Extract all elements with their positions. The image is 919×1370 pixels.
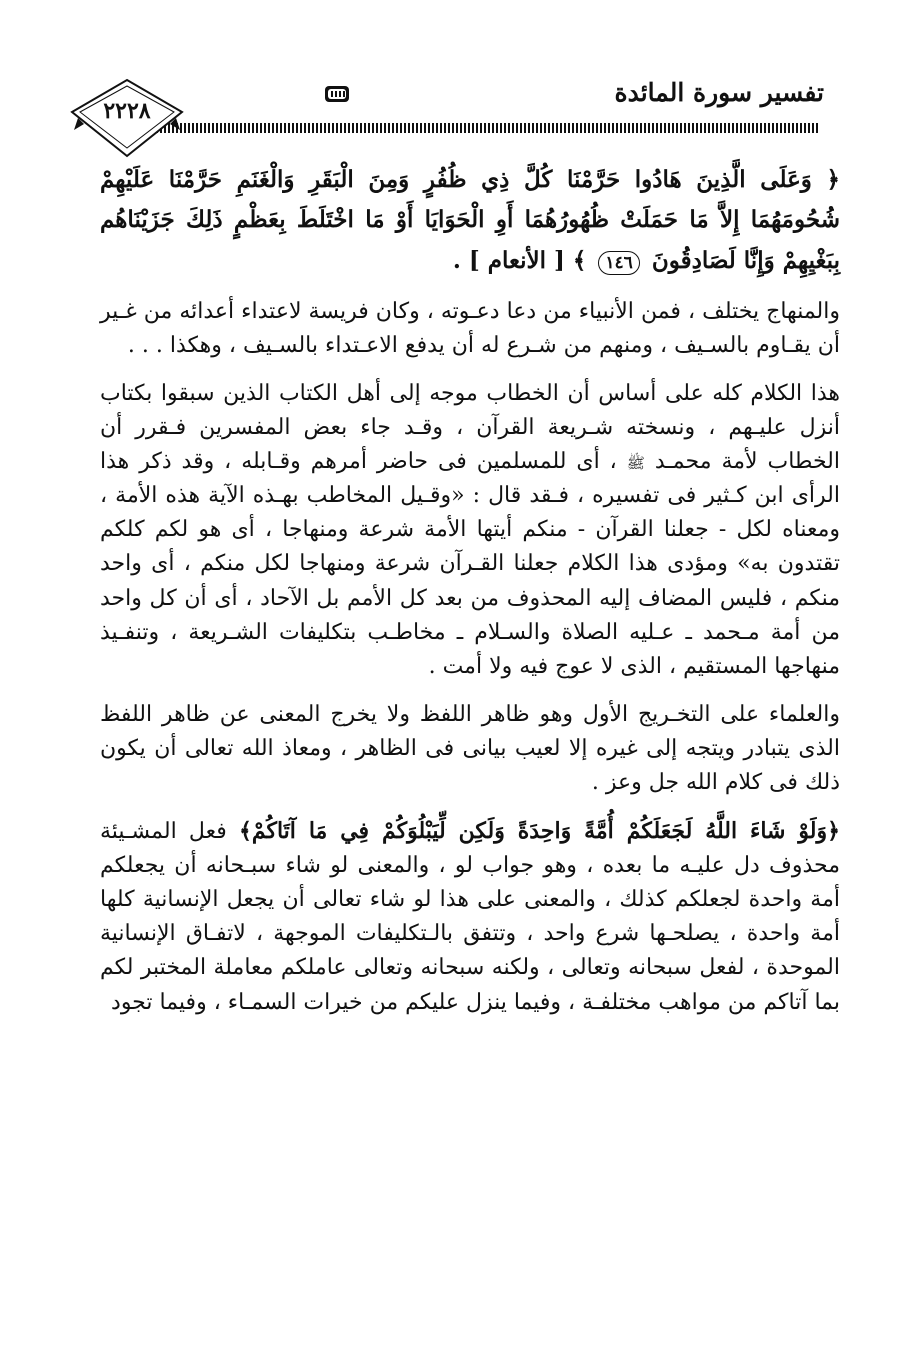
page-body [100,160,840,1034]
paragraph-2 [100,377,840,684]
ornament-icon [322,82,352,106]
ayah-number-marker: ١٤٦ [598,251,639,275]
paragraph-4 [100,814,840,1020]
page-number: ٢٢٢٨ [103,98,151,124]
verse-close-bracket: ﴾ [572,246,587,274]
paragraph-4-text: فعل المشـيئة محذوف دل عليـه ما بعده ، وهو جواب لو ، والمعنى لو شاء سبـحانه أن يجعلكم أمة واحدة لجعلكم كذلك ، والمعنى على هذا لو شاء تعالى أن يجعل الإنسانية كلها أمة واحدة ، يصلحـها شرع واحد ، وتتفق بالـتكليفات الموجهة ، لاتفـاق الإنسانية الموحدة ، لفعل سبحانه وتعالى ، ولكنه سبحانه وتعالى عاملكم معاملة المختبر لكم بما آتاكم من مواهب مختلفـة ، وفيما ينزل عليكم من خيرات السمـاء ، وفيما تجود [100,819,840,1015]
verse-text: ﴿ وَعَلَى الَّذِينَ هَادُوا حَرَّمْنَا كُلَّ ذِي ظُفُرٍ وَمِنَ الْبَقَرِ وَالْغَنَمِ حَرَّمْنَا عَلَيْهِمْ شُحُومَهُمَا إِلاَّ مَا حَمَلَتْ ظُهُورُهُمَا أَوِ الْحَوَايَا أَوْ مَا اخْتَلَطَ بِعَظْمٍ ذَلِكَ جَزَيْنَاهُم بِبَغْيِهِمْ وَإِنَّا لَصَادِقُونَ [100,166,840,274]
paragraph-2-part-a: هذا الكلام كله على أساس أن الخطاب موجه إلى أهل الكتاب الذين سبقوا بكتاب أنزل عليـهم ، ونسخته شـريعة القرآن ، وقـد جاء بعض المفسرين فـقرر أن الخطاب لأمة محمـد [100,380,840,475]
running-title: تفسير سورة المائدة [614,78,824,107]
paragraph-3: والعلماء على التخـريج الأول وهو ظاهر اللفظ ولا يخرج المعنى عن ظاهر اللفظ الذى يتبادر ويتجه إلى غيره إلا لعيب بيانى فى الظاهر ، ومعاذ الله تعالى أن يكون ذلك فى كلام الله جل وعز . [100,701,840,795]
page-header [0,0,919,150]
paragraph-1: والمنهاج يختلف ، فمن الأنبياء من دعا دعـوته ، وكان فريسة لاعتداء أعدائه من غـير أن يقـاوم بالسـيف ، ومنهم من شـرع له أن يدفع الاعـتداء بالسـيف ، وهكذا . . . [100,298,840,358]
header-rule [120,123,819,133]
quran-verse-146 [100,160,840,281]
surah-reference: [ الأنعام ] . [452,246,565,274]
pbuh-ligature: ﷺ [626,454,645,473]
paragraph-2-part-b: ، أى للمسلمين فى حاضر أمرهم وقـابله ، وقد ذكر هذا الرأى ابن كـثير فى تفسيره ، فـقد قال : «وقـيل المخاطب بهـذه الآية هذه الأمة ، ومعناه لكل - جعلنا القرآن - منكم أيتها الأمة شرعة ومنهاجا ، أى هو لكم كلكم تقتدون به» ومؤدى هذا الكلام جعلنا القـرآن شرعة ومنهاجا لكل منكم ، أى واحد منكم ، فليس المضاف إليه المحذوف من بعد كل الأمم بل الآحاد ، أى أن كل واحد من أمة مـحمد ـ عـليه الصلاة والسـلام ـ مخاطـب بتكليفات الشـريعة ، وتنفـيذ منهاجها المستقيم ، الذى لا عوج فيه ولا أمت . [100,449,840,679]
quoted-verse: ﴿وَلَوْ شَاءَ اللَّهُ لَجَعَلَكُمْ أُمَّةً وَاحِدَةً وَلَكِن لِّيَبْلُوَكُمْ فِي مَا آتَاكُمْ﴾ [238,818,840,845]
